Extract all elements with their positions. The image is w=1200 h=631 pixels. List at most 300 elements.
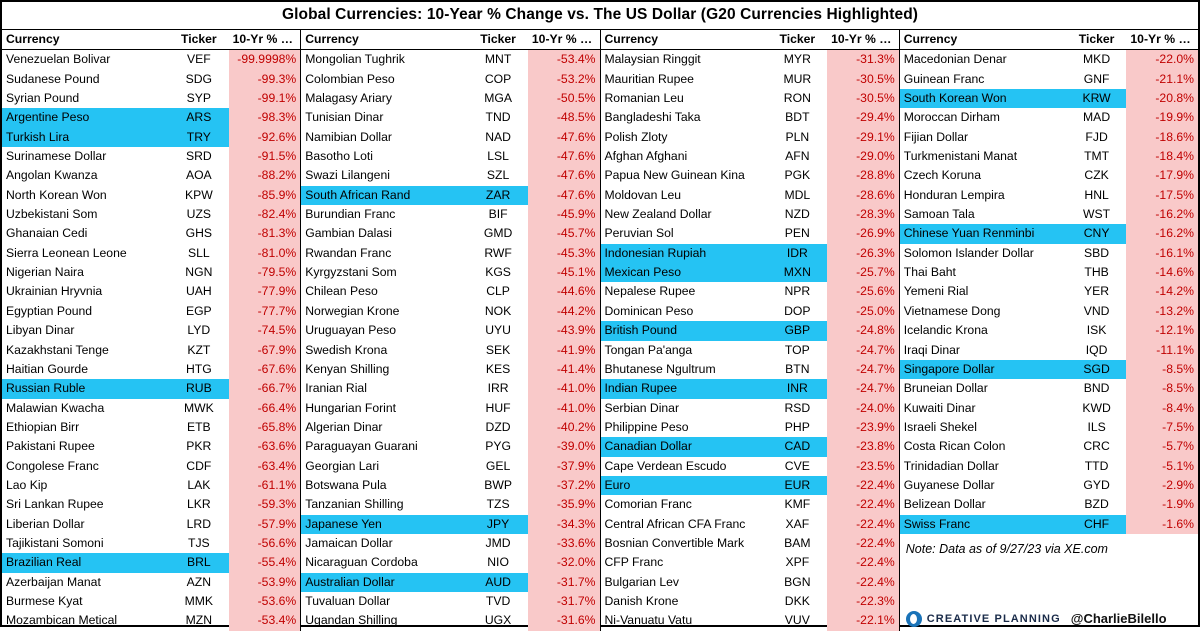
cell-change: -59.3% <box>229 495 301 514</box>
table-row <box>900 224 1198 243</box>
cell-change: -1.9% <box>1126 495 1198 514</box>
table-row <box>301 515 599 534</box>
table-row <box>900 147 1198 166</box>
cell-currency: Philippine Peso <box>604 419 689 434</box>
cell-ticker: INR <box>768 379 828 398</box>
cell-currency: Polish Zloty <box>604 129 668 144</box>
table-header-row <box>301 30 599 50</box>
cell-change: -47.6% <box>528 186 600 205</box>
table-row <box>601 592 899 611</box>
cell-change: -47.6% <box>528 128 600 147</box>
cell-ticker: CDF <box>186 458 212 473</box>
cell-ticker: NZD <box>784 207 810 222</box>
cell-currency: Guinean Franc <box>903 71 985 86</box>
table-row <box>301 360 599 379</box>
cell-ticker: JPY <box>468 515 528 534</box>
cell-ticker: BZD <box>1084 497 1109 512</box>
table-row <box>601 205 899 224</box>
cell-change: -30.5% <box>827 70 899 89</box>
cell-currency: Czech Koruna <box>903 168 981 183</box>
table-row <box>2 515 300 534</box>
table-row <box>301 302 599 321</box>
table-row <box>2 128 300 147</box>
cell-currency: Sierra Leonean Leone <box>6 245 127 260</box>
cell-change: -20.8% <box>1126 89 1198 108</box>
table-row <box>2 244 300 263</box>
cell-ticker: KWD <box>1082 400 1111 415</box>
cell-currency: Brazilian Real <box>2 553 169 572</box>
cell-change: -91.5% <box>229 147 301 166</box>
table-row <box>2 534 300 553</box>
cell-change: -22.4% <box>827 573 899 592</box>
cell-currency: Tanzanian Shilling <box>305 497 404 512</box>
cell-currency: Libyan Dinar <box>6 323 75 338</box>
table-row <box>601 534 899 553</box>
cell-currency: Mexican Peso <box>601 263 768 282</box>
table-row <box>601 89 899 108</box>
cell-change: -29.1% <box>827 128 899 147</box>
table-row <box>2 437 300 456</box>
cell-ticker: CLP <box>486 284 510 299</box>
cell-currency: Malawian Kwacha <box>6 400 105 415</box>
cell-currency: Kenyan Shilling <box>305 361 390 376</box>
cell-change: -24.7% <box>827 379 899 398</box>
table-row <box>900 89 1198 108</box>
cell-currency: Lao Kip <box>6 477 48 492</box>
cell-currency: Georgian Lari <box>305 458 380 473</box>
cell-change: -25.7% <box>827 263 899 282</box>
cell-ticker: AUD <box>468 573 528 592</box>
cell-ticker: SYP <box>186 91 212 106</box>
cell-change: -43.9% <box>528 321 600 340</box>
cell-currency: Basotho Loti <box>305 149 374 164</box>
cell-currency: Central African CFA Franc <box>604 516 746 531</box>
cell-currency: Yemeni Rial <box>903 284 969 299</box>
header-change: 10-Yr % Ch <box>528 30 600 50</box>
cell-currency: Kazakhstani Tenge <box>6 342 109 357</box>
table-row <box>301 205 599 224</box>
table-row <box>900 476 1198 495</box>
table-row <box>900 50 1198 70</box>
cell-currency: Swiss Franc <box>900 515 1067 534</box>
cell-ticker: HUF <box>485 400 511 415</box>
cell-currency: Rwandan Franc <box>305 245 392 260</box>
cell-ticker: GYD <box>1083 477 1110 492</box>
brand-name: CREATIVE PLANNING <box>926 612 1061 625</box>
table-row <box>900 341 1198 360</box>
table-row <box>2 50 300 70</box>
cell-change: -61.1% <box>229 476 301 495</box>
cell-currency: Samoan Tala <box>903 207 975 222</box>
cell-change: -25.0% <box>827 302 899 321</box>
cell-change: -81.3% <box>229 224 301 243</box>
cell-ticker: SLL <box>187 245 210 260</box>
cell-ticker: COP <box>484 71 512 86</box>
cell-currency: Pakistani Rupee <box>6 439 95 454</box>
cell-currency: Solomon Islander Dollar <box>903 245 1034 260</box>
cell-ticker: AFN <box>785 149 810 164</box>
table-row <box>601 515 899 534</box>
cell-currency: Nigerian Naira <box>6 265 84 280</box>
cell-ticker: CZK <box>1084 168 1109 183</box>
header-currency: Currency <box>900 30 1067 50</box>
cell-currency: Romanian Leu <box>604 91 684 106</box>
cell-ticker: UAH <box>185 284 212 299</box>
cell-currency: Ghanaian Cedi <box>6 226 88 241</box>
cell-currency: Gambian Dalasi <box>305 226 392 241</box>
cell-ticker: MDL <box>784 187 811 202</box>
table-row <box>2 418 300 437</box>
cell-ticker: KMF <box>784 497 811 512</box>
cell-change: -16.2% <box>1126 224 1198 243</box>
table-column-4 <box>900 30 1198 631</box>
twitter-handle: @CharlieBilello <box>1070 611 1167 627</box>
cell-change: -13.2% <box>1126 302 1198 321</box>
cell-ticker: IDR <box>768 244 828 263</box>
cell-ticker: ILS <box>1087 419 1106 434</box>
cell-change: -53.4% <box>229 611 301 630</box>
table-row <box>900 495 1198 514</box>
table-row <box>601 495 899 514</box>
cell-ticker: THB <box>1084 265 1109 280</box>
currency-table-3 <box>601 30 899 631</box>
table-row <box>301 495 599 514</box>
table-row <box>601 476 899 495</box>
cell-change: -81.0% <box>229 244 301 263</box>
cell-ticker: SBD <box>1084 245 1110 260</box>
cell-ticker: RON <box>783 91 811 106</box>
cell-currency: Namibian Dollar <box>305 129 392 144</box>
cell-currency: Azerbaijan Manat <box>6 574 101 589</box>
cell-ticker: BDT <box>785 110 810 125</box>
cell-ticker: MNT <box>484 52 512 67</box>
cell-ticker: KES <box>485 361 511 376</box>
table-row <box>2 147 300 166</box>
table-row <box>900 399 1198 418</box>
cell-change: -45.3% <box>528 244 600 263</box>
cell-currency: Paraguayan Guarani <box>305 439 418 454</box>
cell-currency: Icelandic Krona <box>903 323 988 338</box>
cell-change: -45.9% <box>528 205 600 224</box>
cell-currency: Burundian Franc <box>305 207 396 222</box>
cell-change: -47.6% <box>528 147 600 166</box>
cell-change: -66.4% <box>229 399 301 418</box>
cell-change: -82.4% <box>229 205 301 224</box>
cell-currency: Canadian Dollar <box>601 437 768 456</box>
table-body-2 <box>301 50 599 631</box>
brand-row <box>900 603 1198 631</box>
cell-ticker: TJS <box>188 535 210 550</box>
cell-change: -63.6% <box>229 437 301 456</box>
cell-change: -31.6% <box>528 611 600 630</box>
table-column-2 <box>301 30 600 631</box>
cell-ticker: KRW <box>1067 89 1127 108</box>
cell-currency: Guyanese Dollar <box>903 477 995 492</box>
cell-currency: Turkish Lira <box>2 128 169 147</box>
cell-currency: Mauritian Rupee <box>604 71 694 86</box>
cell-ticker: CAD <box>768 437 828 456</box>
cell-change: -92.6% <box>229 128 301 147</box>
cell-currency: Vietnamese Dong <box>903 303 1001 318</box>
cell-currency: Tongan Pa'anga <box>604 342 693 357</box>
cell-currency: Israeli Shekel <box>903 419 977 434</box>
cell-currency: Trinidadian Dollar <box>903 458 999 473</box>
table-row <box>900 302 1198 321</box>
header-change: 10-Yr % Ch <box>827 30 899 50</box>
table-row <box>900 205 1198 224</box>
cell-currency: Chinese Yuan Renminbi <box>900 224 1067 243</box>
cell-change: -45.1% <box>528 263 600 282</box>
cell-change: -77.9% <box>229 282 301 301</box>
cell-currency: Venezuelan Bolivar <box>6 52 111 67</box>
cell-ticker: PHP <box>784 419 810 434</box>
table-row <box>2 611 300 630</box>
cell-change: -12.1% <box>1126 321 1198 340</box>
cell-ticker: HTG <box>185 361 212 376</box>
cell-currency: Russian Ruble <box>2 379 169 398</box>
cell-ticker: GMD <box>483 226 513 241</box>
table-row <box>301 147 599 166</box>
table-row <box>301 282 599 301</box>
cell-ticker: FJD <box>1085 129 1108 144</box>
cell-change: -74.5% <box>229 321 301 340</box>
cell-change: -41.4% <box>528 360 600 379</box>
table-body-1 <box>2 50 300 631</box>
cell-ticker: NOK <box>484 303 512 318</box>
table-row <box>2 263 300 282</box>
cell-ticker: RUB <box>169 379 229 398</box>
cell-change: -14.6% <box>1126 263 1198 282</box>
cell-change: -18.4% <box>1126 147 1198 166</box>
cell-ticker: RSD <box>784 400 811 415</box>
currency-table-1 <box>2 30 300 631</box>
cell-change: -29.0% <box>827 147 899 166</box>
table-row <box>601 457 899 476</box>
cell-change: -44.2% <box>528 302 600 321</box>
cell-ticker: BWP <box>484 477 512 492</box>
cell-ticker: HNL <box>1084 187 1109 202</box>
table-row <box>301 70 599 89</box>
cell-ticker: BGN <box>784 574 811 589</box>
cell-currency: Syrian Pound <box>6 91 80 106</box>
cell-ticker: WST <box>1083 207 1111 222</box>
cell-change: -41.0% <box>528 379 600 398</box>
cell-ticker: MZN <box>185 613 213 628</box>
cell-change: -24.7% <box>827 341 899 360</box>
table-row <box>2 379 300 398</box>
cell-currency: Mongolian Tughrik <box>305 52 405 67</box>
table-row <box>601 341 899 360</box>
cell-ticker: UYU <box>485 323 511 338</box>
table-row <box>301 457 599 476</box>
table-row <box>900 418 1198 437</box>
cell-ticker: GEL <box>485 458 511 473</box>
cell-ticker: CHF <box>1067 515 1127 534</box>
cell-ticker: MYR <box>783 52 811 67</box>
cell-currency: Thai Baht <box>903 265 956 280</box>
table-row <box>601 186 899 205</box>
cell-currency: Dominican Peso <box>604 303 694 318</box>
table-header-row <box>2 30 300 50</box>
cell-currency: Japanese Yen <box>301 515 468 534</box>
cell-change: -63.4% <box>229 457 301 476</box>
cell-ticker: GHS <box>185 226 213 241</box>
cell-change: -22.3% <box>827 592 899 611</box>
cell-currency: Haitian Gourde <box>6 361 88 376</box>
cell-ticker: XAF <box>785 516 810 531</box>
table-row <box>601 263 899 282</box>
cell-change: -67.6% <box>229 360 301 379</box>
table-row <box>900 166 1198 185</box>
cell-change: -53.4% <box>528 50 600 70</box>
cell-ticker: ZAR <box>468 186 528 205</box>
cell-currency: Cape Verdean Escudo <box>604 458 727 473</box>
table-row <box>301 573 599 592</box>
cell-change: -39.0% <box>528 437 600 456</box>
cell-change: -47.6% <box>528 166 600 185</box>
table-row <box>601 108 899 127</box>
cell-currency: Turkmenistani Manat <box>903 149 1018 164</box>
cell-currency: Norwegian Krone <box>305 303 400 318</box>
cell-change: -28.3% <box>827 205 899 224</box>
table-row <box>2 186 300 205</box>
table-row <box>301 341 599 360</box>
cell-currency: Fijian Dollar <box>903 129 969 144</box>
cell-ticker: ARS <box>169 108 229 127</box>
cell-currency: Jamaican Dollar <box>305 535 393 550</box>
cell-currency: Australian Dollar <box>301 573 468 592</box>
cell-ticker: PLN <box>785 129 810 144</box>
cell-ticker: LSL <box>487 149 509 164</box>
table-row <box>601 379 899 398</box>
cell-ticker: TMT <box>1084 149 1110 164</box>
cell-ticker: IRR <box>487 381 509 396</box>
cell-ticker: TVD <box>485 593 511 608</box>
cell-ticker: NPR <box>784 284 811 299</box>
cell-change: -26.3% <box>827 244 899 263</box>
cell-change: -19.9% <box>1126 108 1198 127</box>
cell-currency: Moldovan Leu <box>604 187 682 202</box>
cell-ticker: MKD <box>1083 52 1111 67</box>
cell-currency: Nepalese Rupee <box>604 284 696 299</box>
cell-change: -23.5% <box>827 457 899 476</box>
cell-ticker: NIO <box>487 555 509 570</box>
table-row <box>301 553 599 572</box>
cell-ticker: NGN <box>185 265 213 280</box>
cell-ticker: MAD <box>1083 110 1111 125</box>
cell-change: -53.2% <box>528 70 600 89</box>
cell-currency: Malaysian Ringgit <box>604 52 701 67</box>
cell-ticker: PGK <box>784 168 811 183</box>
cell-currency: Hungarian Forint <box>305 400 397 415</box>
cell-ticker: SZL <box>486 168 510 183</box>
cell-currency: Tajikistani Somoni <box>6 535 104 550</box>
cell-currency: Uzbekistani Som <box>6 207 98 222</box>
cell-change: -37.9% <box>528 457 600 476</box>
header-currency: Currency <box>301 30 468 50</box>
cell-ticker: PEN <box>784 226 810 241</box>
header-ticker: Ticker <box>1067 30 1127 50</box>
cell-ticker: TTD <box>1084 458 1109 473</box>
cell-ticker: CVE <box>784 458 810 473</box>
table-row <box>601 128 899 147</box>
page-title: Global Currencies: 10-Year % Change vs. The US Dollar (G20 Currencies Highlighted) <box>2 2 1198 30</box>
cell-change: -55.4% <box>229 553 301 572</box>
cell-change: -8.5% <box>1126 360 1198 379</box>
cell-change: -5.7% <box>1126 437 1198 456</box>
table-row <box>601 321 899 340</box>
cell-ticker: IQD <box>1085 342 1108 357</box>
cell-ticker: MUR <box>783 71 812 86</box>
table-row <box>601 282 899 301</box>
header-ticker: Ticker <box>768 30 828 50</box>
cell-change: -57.9% <box>229 515 301 534</box>
table-row <box>2 399 300 418</box>
table-row <box>900 457 1198 476</box>
table-row <box>900 108 1198 127</box>
cell-ticker: LAK <box>187 477 211 492</box>
cell-change: -79.5% <box>229 263 301 282</box>
cell-currency: Egyptian Pound <box>6 303 93 318</box>
cell-change: -88.2% <box>229 166 301 185</box>
cell-change: -32.0% <box>528 553 600 572</box>
table-row <box>2 70 300 89</box>
cell-change: -22.4% <box>827 553 899 572</box>
cell-change: -29.4% <box>827 108 899 127</box>
cell-ticker: TRY <box>169 128 229 147</box>
cell-currency: Ni-Vanuatu Vatu <box>604 613 693 628</box>
cell-change: -25.6% <box>827 282 899 301</box>
cell-change: -2.9% <box>1126 476 1198 495</box>
table-row <box>2 224 300 243</box>
cell-change: -23.9% <box>827 418 899 437</box>
table-row <box>2 321 300 340</box>
cell-change: -48.5% <box>528 108 600 127</box>
cell-ticker: ETB <box>186 419 211 434</box>
cell-currency: Tunisian Dinar <box>305 110 384 125</box>
cell-change: -22.4% <box>827 476 899 495</box>
cell-ticker: EUR <box>768 476 828 495</box>
table-row <box>2 302 300 321</box>
cell-ticker: VUV <box>784 613 810 628</box>
table-row <box>301 592 599 611</box>
cell-ticker: ISK <box>1086 323 1107 338</box>
cell-currency: Moroccan Dirham <box>903 110 1000 125</box>
cell-ticker: SGD <box>1067 360 1127 379</box>
creative-planning-mark-icon <box>906 611 922 627</box>
cell-change: -17.5% <box>1126 186 1198 205</box>
table-row <box>301 224 599 243</box>
header-ticker: Ticker <box>169 30 229 50</box>
cell-change: -22.0% <box>1126 50 1198 70</box>
cell-currency: Burmese Kyat <box>6 593 83 608</box>
cell-change: -8.5% <box>1126 379 1198 398</box>
table-row <box>301 128 599 147</box>
cell-currency: Kuwaiti Dinar <box>903 400 976 415</box>
cell-ticker: BND <box>1083 381 1110 396</box>
table-row <box>301 244 599 263</box>
cell-change: -30.5% <box>827 89 899 108</box>
cell-change: -98.3% <box>229 108 301 127</box>
cell-currency: Sri Lankan Rupee <box>6 497 104 512</box>
table-row <box>301 186 599 205</box>
cell-currency: Indian Rupee <box>601 379 768 398</box>
cell-change: -37.2% <box>528 476 600 495</box>
cell-currency: Tuvaluan Dollar <box>305 593 391 608</box>
cell-currency: Macedonian Denar <box>903 52 1007 67</box>
cell-currency: Danish Krone <box>604 593 679 608</box>
table-row <box>900 437 1198 456</box>
